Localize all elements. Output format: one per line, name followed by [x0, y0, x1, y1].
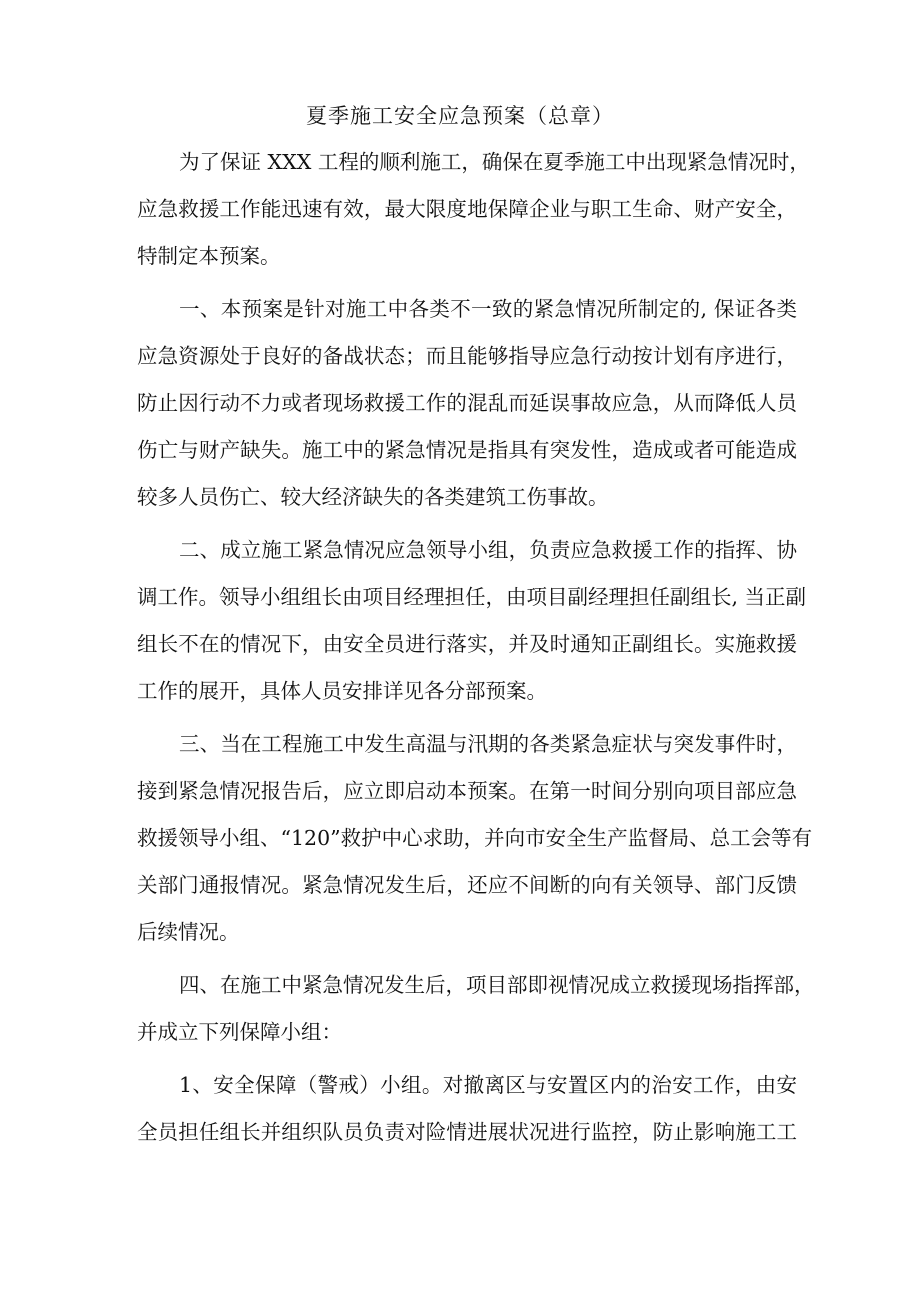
paragraph-line: 应急资源处于良好的备战状态；而且能够指导应急行动按计划有序进行， [137, 344, 797, 368]
paragraph-line: 并成立下列保障小组： [137, 1020, 342, 1044]
paragraph-line: 救援领导小组、“120”救护中心求助，并向市安全生产监督局、总工会等有 [137, 826, 813, 850]
document-title: 夏季施工安全应急预案（总章） [306, 104, 614, 128]
paragraph-line: 工作的展开，具体人员安排详见各分部预案。 [137, 679, 547, 703]
paragraph-line: 后续情况。 [137, 920, 240, 944]
paragraph-line: 1、安全保障（警戒）小组。对撤离区与安置区内的治安工作，由安 [179, 1073, 797, 1097]
paragraph-line: 全员担任组长并组织队员负责对险情进展状况进行监控，防止影响施工工 [137, 1120, 797, 1144]
paragraph-line: 接到紧急情况报告后，应立即启动本预案。在第一时间分别向项目部应急 [137, 779, 797, 803]
paragraph-line: 组长不在的情况下，由安全员进行落实，并及时通知正副组长。实施救援 [137, 632, 797, 656]
paragraph-line: 防止因行动不力或者现场救援工作的混乱而延误事故应急，从而降低人员 [137, 391, 797, 415]
paragraph-line: 一、本预案是针对施工中各类不一致的紧急情况所制定的, 保证各类 [179, 297, 797, 321]
paragraph-line: 关部门通报情况。紧急情况发生后，还应不间断的向有关领导、部门反馈 [137, 873, 797, 897]
paragraph-line: 调工作。领导小组组长由项目经理担任，由项目副经理担任副组长, 当正副 [137, 585, 807, 609]
paragraph-line: 为了保证 XXX 工程的顺利施工，确保在夏季施工中出现紧急情况时， [179, 150, 810, 174]
paragraph-line: 四、在施工中紧急情况发生后，项目部即视情况成立救援现场指挥部， [179, 973, 815, 997]
paragraph-line: 应急救援工作能迅速有效，最大限度地保障企业与职工生命、财产安全， [137, 197, 797, 221]
paragraph-line: 二、成立施工紧急情况应急领导小组，负责应急救援工作的指挥、协 [179, 538, 797, 562]
paragraph-line: 较多人员伤亡、较大经济缺失的各类建筑工伤事故。 [137, 485, 609, 509]
paragraph-line: 伤亡与财产缺失。施工中的紧急情况是指具有突发性，造成或者可能造成 [137, 438, 797, 462]
paragraph-line: 三、当在工程施工中发生高温与汛期的各类紧急症状与突发事件时， [179, 732, 797, 756]
paragraph-line: 特制定本预案。 [137, 244, 281, 268]
